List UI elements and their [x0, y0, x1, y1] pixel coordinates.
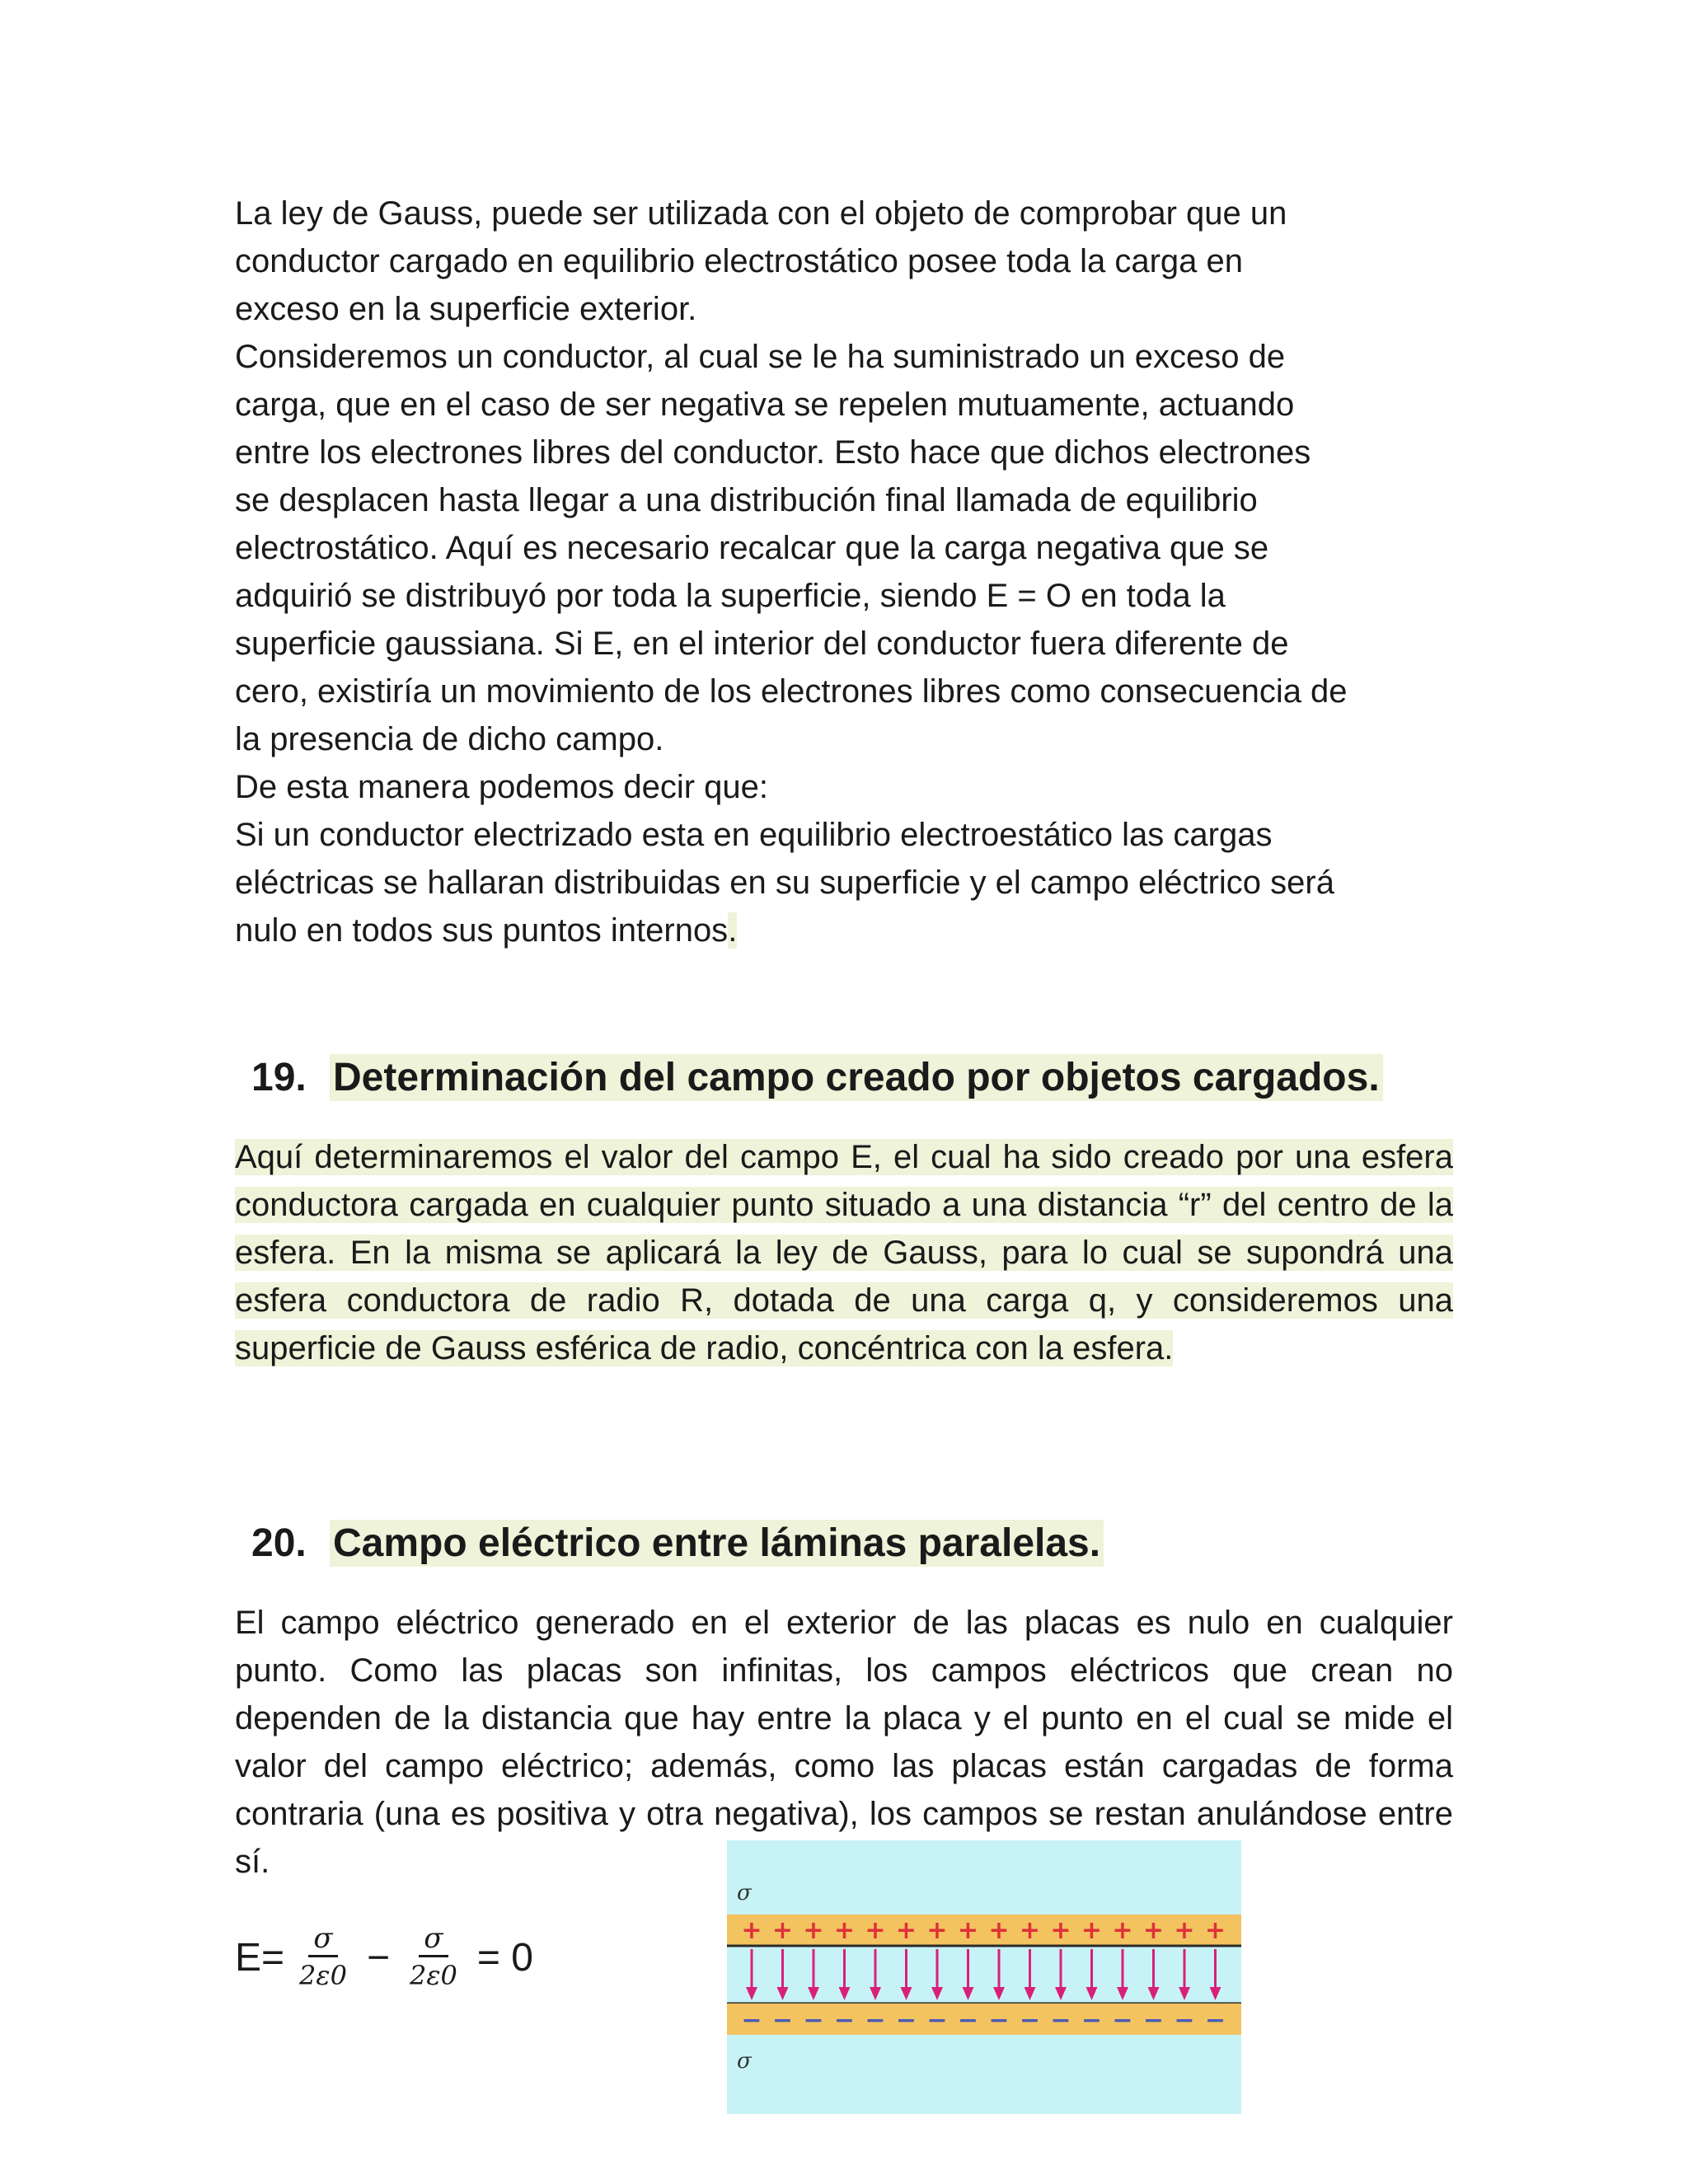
- formula-numerator-2: σ: [419, 1922, 448, 1957]
- plus-sign: +: [988, 1916, 1010, 1945]
- plus-sign: +: [1204, 1916, 1226, 1945]
- minus-sign: −: [741, 2006, 762, 2035]
- parallel-plates-figure: [727, 1840, 1241, 2114]
- plus-sign: +: [1050, 1916, 1071, 1945]
- plus-sign: +: [771, 1916, 794, 1945]
- intro-paragraph-4-text: Si un conductor electrizado esta en equilibrio electroestático las cargas eléctricas se hallaran distribuidas en su superficie y el campo eléctrico será nulo en todos sus puntos internos: [235, 817, 1334, 949]
- minus-sign: −: [988, 2006, 1010, 2035]
- intro-text: [235, 190, 1455, 954]
- minus-sign: −: [1019, 2006, 1041, 2035]
- minus-sign: −: [803, 2006, 824, 2035]
- minus-sign: −: [926, 2006, 948, 2035]
- minus-sign: −: [1081, 2006, 1103, 2035]
- minus-sign: −: [1050, 2006, 1071, 2035]
- section-20-body: El campo eléctrico generado en el exterior de las placas es nulo en cualquier punto. Como las placas son infinitas, los campos eléctricos que crean no dependen de la distancia que hay entre la placa y el punto en el cual se mide el valor del campo eléctrico; además, como las placas están cargadas de forma contraria (una es positiva y otra negativa), los campos se restan anulándose entre sí.: [235, 1605, 1453, 1880]
- intro-paragraph-4-end: .: [728, 912, 738, 949]
- section-19-title: Determinación del campo creado por objetos cargados.: [330, 1054, 1383, 1101]
- formula-rhs: = 0: [476, 1935, 533, 1980]
- intro-paragraph-3: De esta manera podemos decir que:: [235, 769, 769, 805]
- formula-lhs: E=: [235, 1935, 285, 1980]
- bottom-sigma-label: σ: [737, 2049, 752, 2074]
- section-20-title: Campo eléctrico entre láminas paralelas.: [330, 1520, 1104, 1567]
- plus-sign: +: [803, 1916, 824, 1945]
- top-sigma-label: σ: [737, 1881, 752, 1905]
- minus-sign: −: [865, 2006, 886, 2035]
- plus-sign: +: [895, 1916, 917, 1945]
- section-20-number: 20.: [251, 1521, 307, 1565]
- plus-sign: +: [957, 1916, 979, 1945]
- minus-sign: −: [771, 2006, 794, 2035]
- formula-minus: −: [366, 1935, 390, 1980]
- plus-sign: +: [865, 1916, 886, 1945]
- plus-sign: +: [926, 1916, 948, 1945]
- minus-sign: −: [1174, 2006, 1195, 2035]
- plus-sign: +: [1142, 1916, 1165, 1945]
- plus-sign: +: [833, 1916, 856, 1945]
- minus-sign: −: [957, 2006, 979, 2035]
- formula-fraction-2: [405, 1922, 462, 1994]
- formula-numerator-1: σ: [308, 1922, 337, 1957]
- intro-paragraph-2: Consideremos un conductor, al cual se le ha suministrado un exceso de carga, que en el caso de ser negativa se repelen mutuamente, actuando entre los electrones libres del conductor. Esto hace que dichos electrones se desplacen hasta llegar a una distribución final llamada de equilibrio electrostático. Aquí es necesario recalcar que la carga negativa que se adquirió se distribuyó por toda la superficie, siendo E = O en toda la superficie gaussiana. Si E, en el interior del conductor fuera diferente de cero, existiría un movimiento de los electrones libres como consecuencia de la presencia de dicho campo.: [235, 339, 1348, 757]
- minus-sign: −: [1142, 2006, 1165, 2035]
- formula-fraction-1: [294, 1922, 352, 1994]
- section-20-heading: [251, 1521, 1104, 1566]
- section-19-body: [235, 1133, 1453, 1372]
- plus-sign: +: [741, 1916, 762, 1945]
- section-19-number: 19.: [251, 1056, 307, 1099]
- minus-sign: −: [833, 2006, 856, 2035]
- section-19-body-text: Aquí determinaremos el valor del campo E, el cual ha sido creado por una esfera conductora cargada en cualquier punto situado a una distancia “r” del centro de la esfera. En la misma se aplicará la ley de Gauss, para lo cual se supondrá una esfera conductora de radio R, dotada de una carga q, y consideremos una superficie de Gauss esférica de radio, concéntrica con la esfera.: [235, 1139, 1453, 1366]
- field-formula: [235, 1912, 538, 2003]
- minus-sign: −: [1204, 2006, 1226, 2035]
- formula-denominator-2: 2ε0: [409, 1959, 457, 1991]
- figure-background: [727, 1840, 1241, 2114]
- section-19-heading: [251, 1055, 1383, 1100]
- plus-sign: +: [1081, 1916, 1103, 1945]
- formula-denominator-1: 2ε0: [299, 1959, 347, 1991]
- plus-sign: +: [1112, 1916, 1133, 1945]
- plus-sign: +: [1174, 1916, 1195, 1945]
- intro-paragraph-1: La ley de Gauss, puede ser utilizada con el objeto de comprobar que un conductor cargado en equilibrio electrostático posee toda la carga en exceso en la superficie exterior.: [235, 195, 1287, 327]
- minus-sign: −: [895, 2006, 917, 2035]
- plus-sign: +: [1019, 1916, 1041, 1945]
- minus-sign: −: [1112, 2006, 1133, 2035]
- intro-paragraph-4: [235, 811, 1455, 954]
